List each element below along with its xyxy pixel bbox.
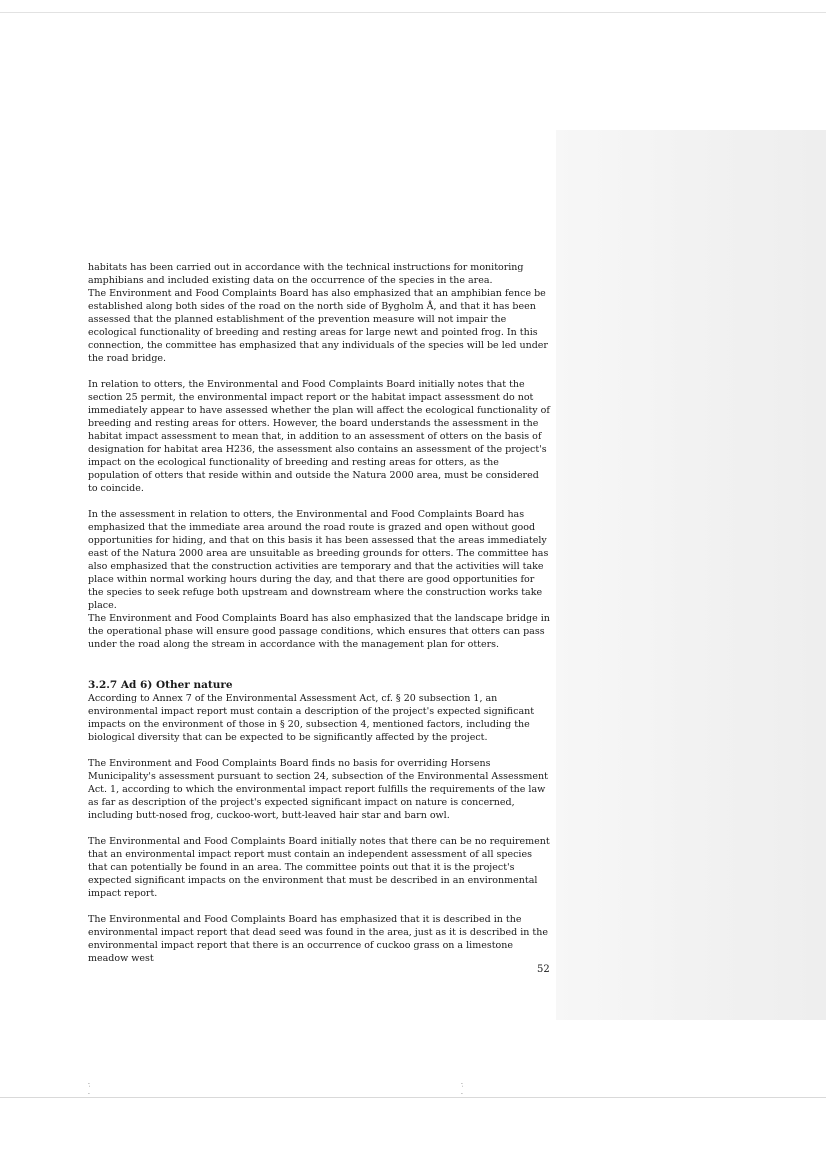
scan-mark-center: · ˙ ·: [461, 1081, 464, 1098]
paragraph-5: The Environment and Food Complaints Board has also emphasized that the landscape bridge in the operational phase will ensure good passage conditions, which ensures that otters can pass under the road along the stream in accordance with the management plan for otters.: [88, 613, 550, 650]
paragraph-2: The Environment and Food Complaints Board has also emphasized that an amphibian fence be established along both sides of the road on the north side of Bygholm Å, and that it has been assessed that the planned establishment of the prevention measure will not impair the ecological functionality of breeding and resting areas for large newt and pointed frog. In this connection, the committee has emphasized that any individuals of the species will be led under the road bridge.: [88, 288, 548, 364]
paragraph-4: In the assessment in relation to otters, the Environmental and Food Complaints Board has emphasized that the immediate area around the road route is grazed and open without good opportunities for hiding, and that on this basis it has been assessed that the areas immediately east of the Natura 2000 area are unsuitable as breeding grounds for otters. The committee has also emphasized that the construction activities are temporary and that the activities will take place within normal working hours during the day, and that there are good opportunities for the species to seek refuge both upstream and downstream where the construction works take place.: [88, 509, 549, 611]
paragraph-3: In relation to otters, the Environmental and Food Complaints Board initially notes that the section 25 permit, the environmental impact report or the habitat impact assessment do not immediately appear to have assessed whether the plan will affect the ecological functionality of breeding and resting areas for otters. However, the board understands the assessment in the habitat impact assessment to mean that, in addition to an assessment of otters on the basis of designation for habitat area H236, the assessment also contains an assessment of the project's impact on the ecological functionality of breeding and resting areas for otters, as the population of otters that reside within and outside the Natura 2000 area, must be considered to coincide.: [88, 379, 550, 494]
scan-mark-left: · ˙ ·: [88, 1081, 91, 1098]
section-heading: 3.2.7 Ad 6) Other nature: [88, 679, 233, 691]
bottom-scan-line: [0, 1097, 826, 1098]
document-body: [88, 261, 550, 965]
paragraph-6: According to Annex 7 of the Environmental Assessment Act, cf. § 20 subsection 1, an environmental impact report must contain a description of the project's expected significant impacts on the environment of those in § 20, subsection 4, mentioned factors, including the biological diversity that can be expected to be significantly affected by the project.: [88, 693, 535, 743]
paragraph-8: The Environmental and Food Complaints Board initially notes that there can be no requirement that an environmental impact report must contain an independent assessment of all species that can potentially be found in an area. The committee points out that it is the project's expected significant impacts on the environment that must be described in an environmental impact report.: [88, 836, 550, 899]
scan-shadow: [556, 130, 826, 1020]
top-scan-line: [0, 12, 826, 13]
paragraph-7: The Environment and Food Complaints Board finds no basis for overriding Horsens Municipality's assessment pursuant to section 24, subsection of the Environmental Assessment Act. 1, according to which the environmental impact report fulfills the requirements of the law as far as description of the project's expected significant impact on nature is concerned, including butt-nosed frog, cuckoo-wort, butt-leaved hair star and barn owl.: [88, 758, 548, 821]
page-number: 52: [537, 964, 550, 975]
paragraph-9: The Environmental and Food Complaints Board has emphasized that it is described in the environmental impact report that dead seed was found in the area, just as it is described in the environmental impact report that there is an occurrence of cuckoo grass on a limestone meadow west: [88, 914, 548, 964]
paragraph-1: habitats has been carried out in accordance with the technical instructions for monitoring amphibians and included existing data on the occurrence of the species in the area.: [88, 262, 524, 286]
